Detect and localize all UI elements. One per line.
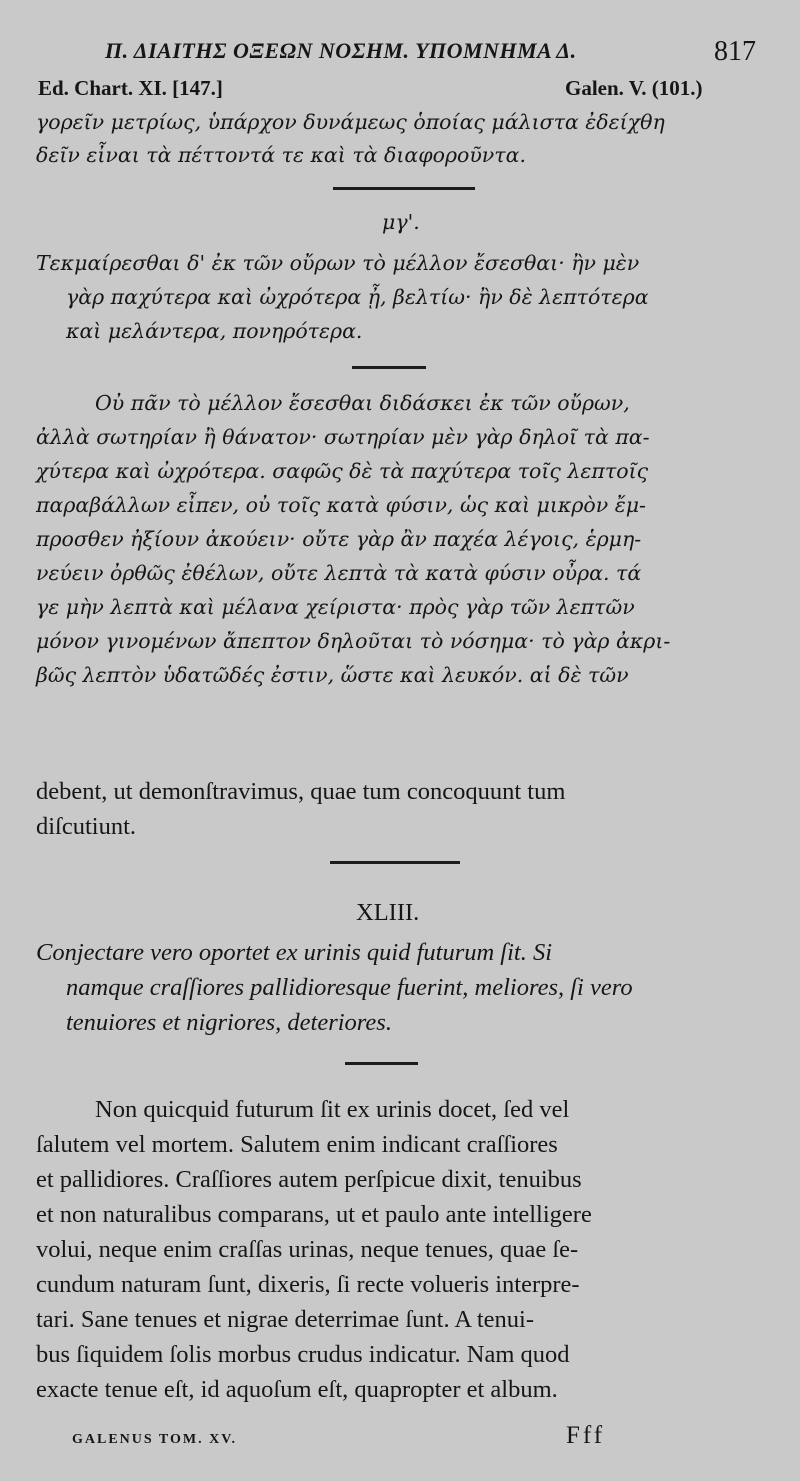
text-line: volui, neque enim craſſas urinas, neque tenues, quae ſe- — [36, 1236, 579, 1263]
text-line: ſalutem vel mortem. Salutem enim indicant craſſiores — [36, 1131, 558, 1158]
text-line: Τεκμαίρεσθαι δ' ἐκ τῶν οὔρων τὸ μέλλον ἔσεσθαι· ἢν μὲν — [36, 251, 640, 275]
section-rule — [352, 366, 426, 369]
edition-reference-left: Ed. Chart. XI. [147.] — [38, 76, 223, 100]
text-line: Non quicquid futurum ſit ex urinis docet, ſed vel — [95, 1096, 570, 1123]
text-line: ἀλλὰ σωτηρίαν ἢ θάνατον· σωτηρίαν μὲν γὰρ δηλοῖ τὰ πα- — [36, 425, 650, 449]
text-line: Οὐ πᾶν τὸ μέλλον ἔσεσθαι διδάσκει ἐκ τῶν οὔρων, — [95, 391, 630, 415]
edition-reference-right: Galen. V. (101.) — [565, 76, 703, 100]
text-line: γὰρ παχύτερα καὶ ὠχρότερα ᾖ, βελτίω· ἢν δὲ λεπτότερα — [66, 285, 649, 309]
text-line: debent, ut demonſtravimus, quae tum concoquunt tum — [36, 778, 566, 805]
page-number: 817 — [714, 36, 756, 67]
text-line: παραβάλλων εἶπεν, οὐ τοῖς κατὰ φύσιν, ὡς καὶ μικρὸν ἔμ- — [36, 493, 646, 517]
text-line: tenuiores et nigriores, deteriores. — [66, 1009, 392, 1036]
text-line: cundum naturam ſunt, dixeris, ſi recte volueris interpre- — [36, 1271, 580, 1298]
text-line: μόνον γινομένων ἄπεπτον δηλοῦται τὸ νόσημα· τὸ γὰρ ἀκρι- — [36, 629, 671, 653]
text-line: γε μὴν λεπτὰ καὶ μέλανα χείριστα· πρὸς γὰρ τῶν λεπτῶν — [36, 595, 635, 619]
text-line: δεῖν εἶναι τὰ πέττοντά τε καὶ τὰ διαφοροῦντα. — [36, 143, 526, 167]
greek-section-number: μγ'. — [382, 210, 420, 234]
text-line: νεύειν ὀρθῶς ἐθέλων, οὔτε λεπτὰ τὰ κατὰ φύσιν οὖρα. τά — [36, 561, 642, 585]
text-line: καὶ μελάντερα, πονηρότερα. — [66, 319, 363, 343]
text-line: γορεῖν μετρίως, ὑπάρχον δυνάμεως ὁποίας μάλιστα ἐδείχθη — [36, 110, 665, 134]
edition-line — [0, 76, 800, 106]
section-rule — [333, 187, 475, 190]
latin-section-number: XLIII. — [356, 899, 420, 926]
text-line: et pallidiores. Craſſiores autem perſpicue dixit, tenuibus — [36, 1166, 582, 1193]
text-line: χύτερα καὶ ὠχρότερα. σαφῶς δὲ τὰ παχύτερα τοῖς λεπτοῖς — [36, 459, 649, 483]
text-line: προσθεν ἠξίουν ἀκούειν· οὔτε γὰρ ἂν παχέα λέγοις, ἑρμη- — [36, 527, 642, 551]
text-line: exacte tenue eſt, id aquoſum eſt, quapropter et album. — [36, 1376, 558, 1403]
text-line: et non naturalibus comparans, ut et paulo ante intelligere — [36, 1201, 592, 1228]
text-line: diſcutiunt. — [36, 813, 137, 840]
running-title: Π. ΔΙΑΙΤΗΣ ΟΞΕΩΝ ΝΟΣΗΜ. ΥΠΟΜΝΗΜΑ Δ. — [105, 38, 577, 63]
text-line: bus ſiquidem ſolis morbus crudus indicatur. Nam quod — [36, 1341, 570, 1368]
text-line: βῶς λεπτὸν ὑδατῶδές ἐστιν, ὥστε καὶ λευκόν. αἱ δὲ τῶν — [36, 663, 629, 687]
section-rule — [330, 861, 460, 864]
signature-mark: Fff — [566, 1422, 606, 1449]
text-line: tari. Sane tenues et nigrae deterrimae ſunt. A tenui- — [36, 1306, 534, 1333]
section-rule — [345, 1062, 418, 1065]
text-line: Conjectare vero oportet ex urinis quid futurum ſit. Si — [36, 939, 553, 966]
page-header — [0, 38, 800, 72]
text-line: namque craſſiores pallidioresque fuerint, meliores, ſi vero — [66, 974, 633, 1001]
footer-volume: GALENUS TOM. XV. — [72, 1432, 238, 1447]
